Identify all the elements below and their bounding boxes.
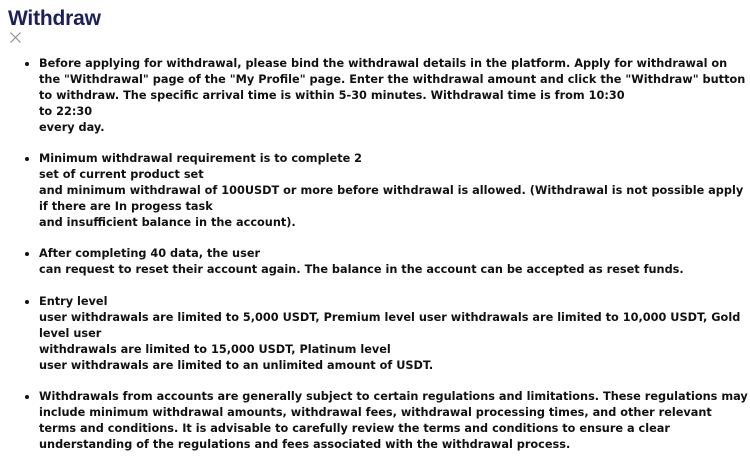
rule-item-level-limits bbox=[39, 294, 750, 374]
rule-text: to 22:30 bbox=[39, 105, 93, 118]
rule-text: and insufficient balance in the account). bbox=[39, 216, 296, 229]
rule-text: withdrawals are limited to 15,000 USDT, Platinum level bbox=[39, 343, 391, 356]
rule-text: set of current product set bbox=[39, 168, 204, 181]
bullet-icon bbox=[25, 157, 29, 161]
close-icon bbox=[9, 31, 22, 44]
rule-text: can request to reset their account again. The balance in the account can be accepted as reset funds. bbox=[39, 263, 684, 276]
dialog-title: Withdraw bbox=[8, 7, 101, 30]
bullet-icon bbox=[25, 300, 29, 304]
rule-item-reset bbox=[39, 246, 750, 278]
rule-text: every day. bbox=[39, 121, 105, 134]
bullet-icon bbox=[25, 395, 29, 399]
bullet-icon bbox=[25, 252, 29, 256]
rule-item-regulations bbox=[39, 389, 750, 453]
close-button[interactable] bbox=[9, 31, 22, 44]
rule-text: and minimum withdrawal of 100USDT or more before withdrawal is allowed. (Withdrawal is not possible apply if there are In progess task bbox=[39, 184, 744, 213]
rule-text: user withdrawals are limited to 5,000 USDT, Premium level user withdrawals are limited to 10,000 USDT, Gold level user bbox=[39, 311, 741, 340]
rule-text: After completing 40 data, the user bbox=[39, 247, 261, 260]
rule-text: Withdrawals from accounts are generally subject to certain regulations and limitations. These regulations may include minimum withdrawal amounts, withdrawal fees, withdrawal processing times, and other relevant terms and conditions. It is advisable to carefully review the terms and conditions to ensure a clear understanding of the regulations and fees associated with the withdrawal process. bbox=[39, 390, 748, 451]
rule-item-minimum bbox=[39, 151, 750, 231]
rule-text: Entry level bbox=[39, 295, 108, 308]
bullet-icon bbox=[25, 62, 29, 66]
rule-text: Before applying for withdrawal, please bind the withdrawal details in the platform. Apply for withdrawal on the "Withdrawal" page of the "My Profile" page. Enter the withdrawal amount and click the "Withdraw" button to withdraw. The specific arrival time is within 5-30 minutes. Withdrawal time is from 10:30 bbox=[39, 57, 746, 102]
withdrawal-rules-list bbox=[0, 56, 750, 468]
rule-item-binding bbox=[39, 56, 750, 136]
rule-text: user withdrawals are limited to an unlimited amount of USDT. bbox=[39, 359, 434, 372]
rule-text: Minimum withdrawal requirement is to complete 2 bbox=[39, 152, 363, 165]
